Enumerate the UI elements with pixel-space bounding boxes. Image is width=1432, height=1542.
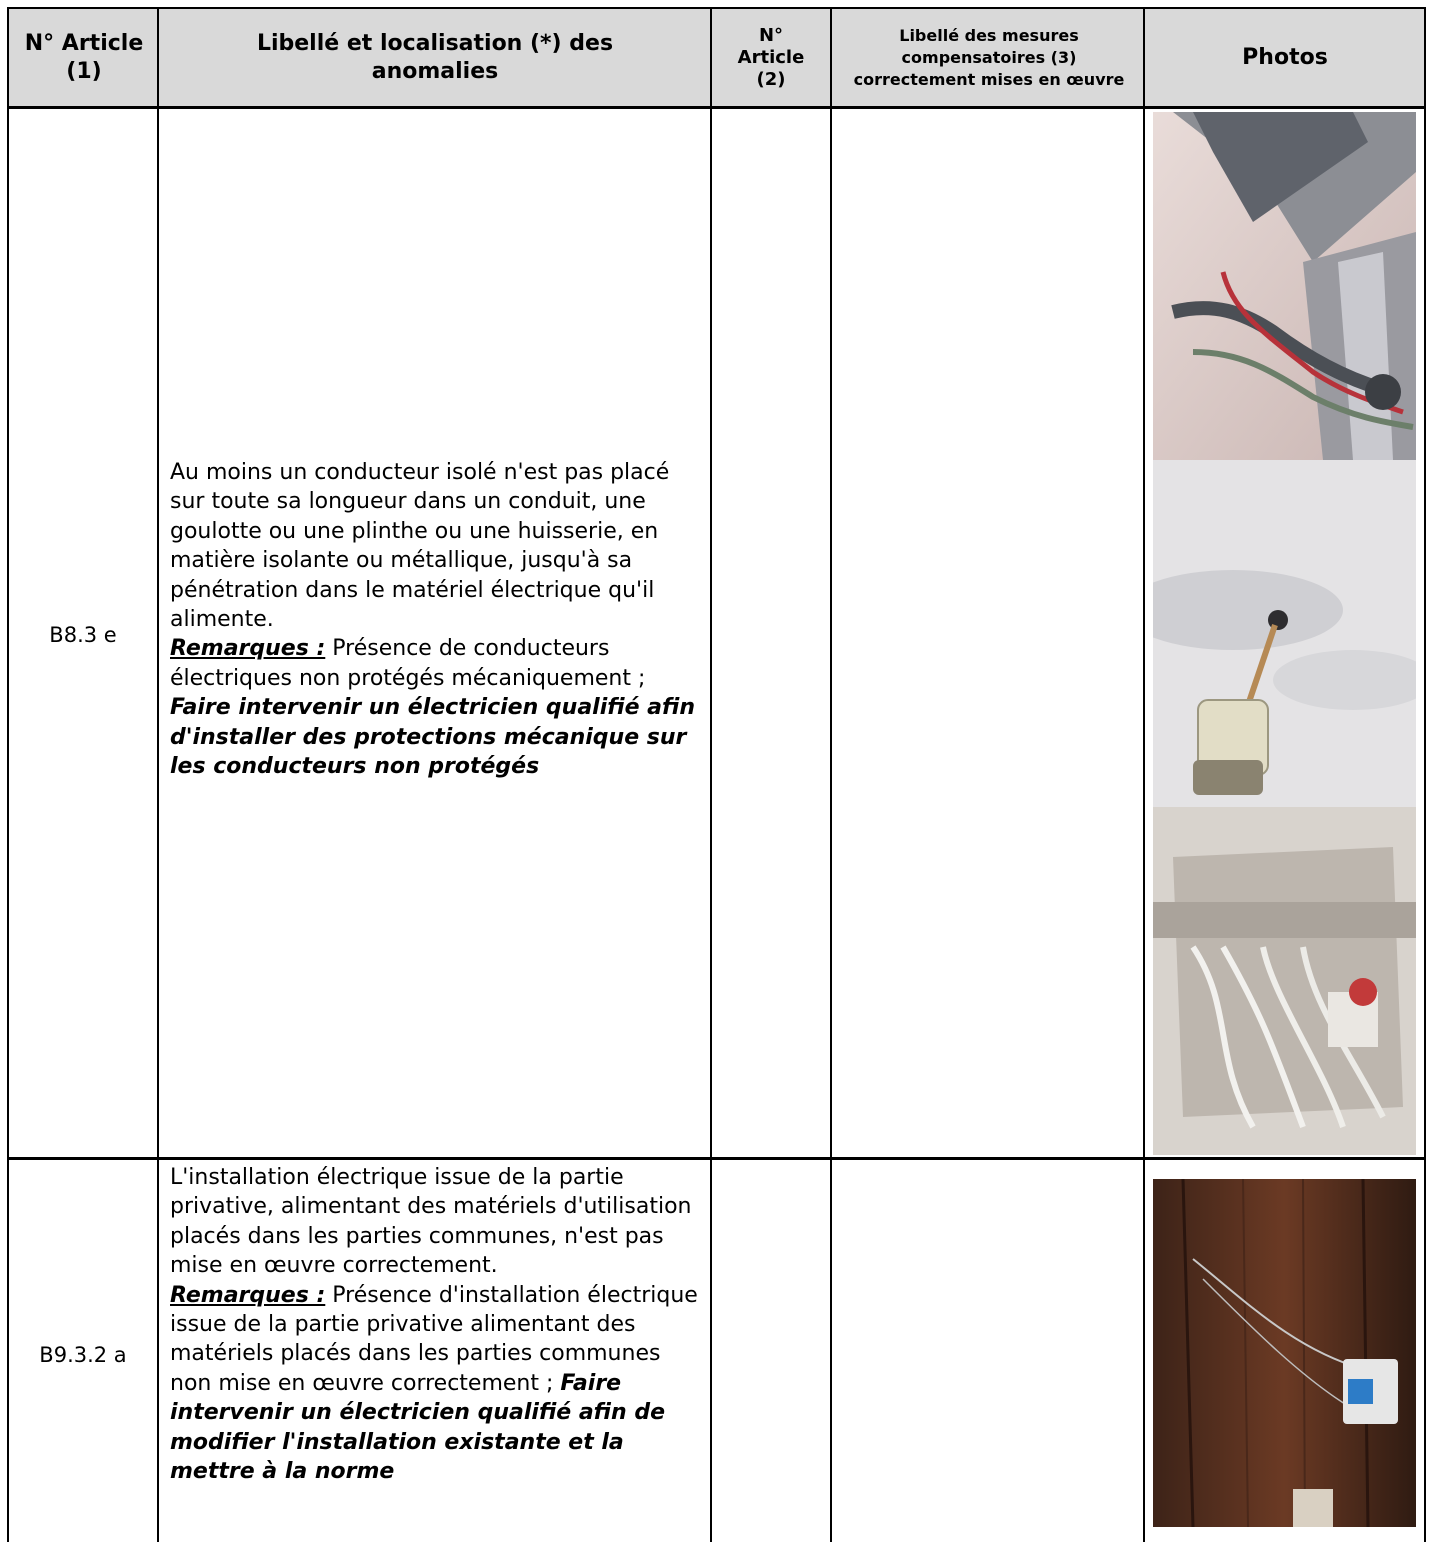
column-divider	[157, 7, 159, 1542]
row-2-article: B9.3.2 a	[39, 1343, 127, 1367]
row-2-description	[170, 1163, 708, 1486]
row-divider	[8, 1157, 1426, 1160]
photo-wooden-door	[1153, 1179, 1416, 1527]
row-1-remarks-label: Remarques :	[170, 636, 326, 662]
row-1-description-text: Au moins un conducteur isolé n'est pas placé sur toute sa longueur dans un conduit, une goulotte ou une plinthe ou une huisserie, en matière isolante ou métallique, jusqu'à sa pénétration dans le matériel électrique qu'il alimente.	[170, 460, 670, 633]
row-2-remarks: Présence d'installation électrique issue de la partie privative alimentant des matériels placés dans les parties communes non mise en œuvre correctement ;	[170, 1282, 698, 1396]
row-2-action: Faire intervenir un électricien qualifié afin de modifier l'installation existante et la mettre à la norme	[170, 1370, 665, 1485]
header-mesures-compensatoires: Libellé des mesures compensatoires (3) correctement mises en œuvre	[853, 26, 1125, 89]
row-1-action: Faire intervenir un électricien qualifié afin d'installer des protections mécanique sur les conducteurs non protégés	[170, 695, 695, 780]
header-article-1: N° Article (1)	[24, 31, 144, 84]
photo-cable-duct	[1153, 807, 1416, 1155]
column-divider	[830, 7, 832, 1542]
photo-lamp-socket	[1153, 460, 1416, 807]
table-border-right	[1424, 7, 1426, 1542]
row-1-article: B8.3 e	[49, 623, 117, 647]
table-border-top	[8, 7, 1426, 9]
column-divider	[710, 7, 712, 1542]
row-1-description	[170, 458, 708, 781]
photo-wires-ceiling	[1153, 112, 1416, 460]
row-2-description-text: L'installation électrique issue de la partie privative, alimentant des matériels d'utilisation placés dans les parties communes, n'est pas mise en œuvre correctement.	[170, 1165, 692, 1279]
table-border-left	[7, 7, 9, 1542]
row-1-remarks: Présence de conducteurs électriques non protégés mécaniquement ;	[170, 636, 646, 691]
header-article-2: N° Article (2)	[737, 25, 805, 90]
header-divider	[8, 106, 1426, 109]
header-libelle-anomalies: Libellé et localisation (*) des anomalies	[256, 31, 614, 84]
row-2-remarks-label: Remarques :	[170, 1282, 326, 1308]
column-divider	[1143, 7, 1145, 1542]
header-photos: Photos	[1242, 45, 1328, 70]
